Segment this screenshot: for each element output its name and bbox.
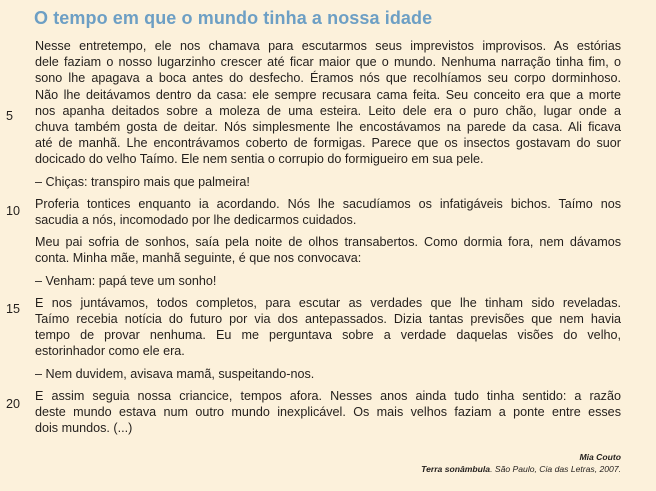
text-line: até de manhã. Lhe encontrávamos coberto de formigas. Parece que os insectos gostavam do suor	[35, 136, 621, 151]
text-line: Taímo recebia notícia do futuro por via dos antepassados. Dizia tantas previsões que nem havia	[35, 312, 621, 327]
text-line: E nos juntávamos, todos completos, para escutar as verdades que lhe tinham sido reveladas.	[35, 295, 621, 310]
text-line: estorinhador como ele era.	[35, 344, 185, 359]
text-line: chuva também gosta de deitar. Nós simplesmente lhe encostávamos na parede da casa. Ali ficava	[35, 120, 621, 135]
text-line: docicado do velho Taímo. Ele nem sentia o corrupio do formigueiro em sua pele.	[35, 152, 484, 167]
paragraph	[35, 234, 621, 266]
text-line: deste mundo estava num outro mundo inexplicável. Os mais velhos faziam a ponte entre esses	[35, 405, 621, 420]
story-text	[35, 38, 621, 442]
paragraph	[35, 388, 621, 437]
book-title: Terra sonâmbula	[421, 464, 491, 474]
publisher-info: . São Paulo, Cia das Letras, 2007.	[490, 464, 621, 474]
line-number-10: 10	[6, 204, 21, 218]
text-title: O tempo em que o mundo tinha a nossa idade	[34, 8, 433, 28]
text-line: conta. Minha mãe, manhã seguinte, é que nos convocava:	[35, 251, 362, 266]
text-line: – Venham: papá teve um sonho!	[35, 273, 217, 288]
text-line: – Chiças: transpiro mais que palmeira!	[35, 174, 250, 189]
text-line: Proferia tontices enquanto ia acordando. Nós lhe sacudíamos os infatigáveis bichos. Taímo nos	[35, 196, 621, 211]
text-line: – Nem duvidem, avisava mamã, suspeitando-nos.	[35, 366, 315, 381]
text-line: tempo de provar nenhuma. Eu me perguntava sobre a verdade daquelas visões do velho,	[35, 328, 621, 343]
text-line: dele faziam o nosso lugarzinho crescer até ficar maior que o mundo. Nenhuma narração tinha fim, o	[35, 55, 621, 70]
paragraph	[35, 295, 621, 360]
source-credit	[421, 464, 621, 474]
text-line: sono lhe apagava a boca antes do desfecho. Éramos nós que recolhíamos seu corpo dorminhoso.	[35, 71, 621, 86]
text-line: Nesse entretempo, ele nos chamava para escutarmos seus imprevistos improvisos. As estórias	[35, 39, 621, 53]
author-credit: Mia Couto	[579, 452, 621, 462]
text-line: nos apanha deitados sobre a moleza de uma esteira. Leito dele era o puro chão, lugar onde a	[35, 103, 621, 118]
paragraph	[35, 366, 621, 382]
line-number-20: 20	[6, 397, 21, 411]
paragraph	[35, 273, 621, 289]
line-number-5: 5	[6, 109, 14, 123]
text-line: E assim seguia nossa criancice, tempos afora. Nesses anos ainda tudo tinha sentido: a razão	[35, 388, 621, 403]
text-line: Não lhe deitávamos dentro da casa: ele sempre recusara cama feita. Seu conceito era que a morte	[35, 87, 621, 102]
text-line: dois mundos. (...)	[35, 421, 133, 436]
line-number-15: 15	[6, 302, 21, 316]
paragraph	[35, 196, 621, 228]
text-line: sacudia a nós, incomodado por lhe dedicarmos cuidados.	[35, 213, 357, 228]
paragraph	[35, 38, 621, 168]
paragraph	[35, 174, 621, 190]
text-line: Meu pai sofria de sonhos, saía pela noite de olhos transabertos. Como dormia fora, nem dávamos	[35, 235, 621, 250]
